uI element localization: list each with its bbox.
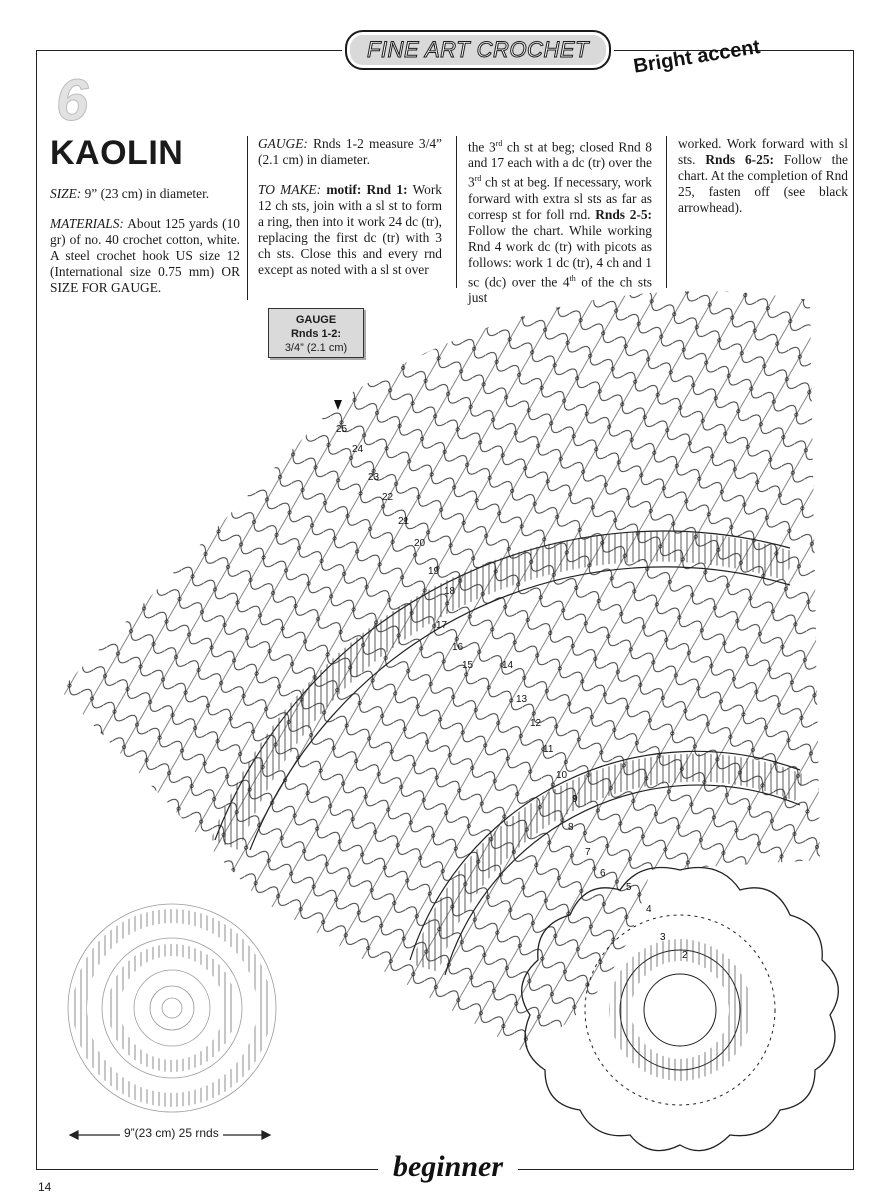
ordinal-suffix: rd: [495, 139, 503, 148]
accent-label: Bright accent: [632, 36, 762, 78]
ordinal-suffix: th: [569, 273, 576, 283]
round-label: 24: [352, 444, 364, 455]
column-divider: [456, 136, 457, 288]
round-label: 25: [336, 424, 348, 435]
scale-label: 9”(23 cm) 25 rnds: [120, 1126, 223, 1140]
round-label: 8: [568, 822, 574, 833]
size-text: 9” (23 cm) in diameter.: [81, 186, 210, 201]
round-label: 22: [382, 492, 394, 503]
instruction-text: ch st at beg; closed Rnd 8 and 17 each with a dc (tr) over the 3: [468, 139, 652, 190]
gauge-label: GAUGE:: [258, 136, 308, 151]
round-label: 9: [572, 794, 578, 805]
column-divider: [666, 136, 667, 288]
round-label: 14: [502, 660, 514, 671]
round-label: 21: [398, 516, 410, 527]
page-number: 14: [38, 1180, 52, 1194]
rounds-label: Rnds 6-25:: [705, 152, 774, 167]
round-label: 15: [462, 660, 474, 671]
materials-label: MATERIALS:: [50, 216, 124, 231]
banner-pill: [345, 30, 611, 70]
round-label: 13: [516, 694, 528, 705]
ordinal-suffix: rd: [474, 174, 482, 184]
column-divider: [247, 136, 248, 300]
size-paragraph: [50, 186, 240, 202]
to-make-paragraph: [258, 182, 442, 278]
round-label: 2: [682, 950, 688, 961]
round-label: 19: [428, 566, 440, 577]
pattern-number: [50, 68, 98, 130]
round-label: 11: [543, 744, 554, 755]
round-label: 4: [646, 904, 652, 915]
gauge-text: Rnds 1-2 measure 3/4” (2.1 cm) in diameter.: [258, 136, 442, 167]
gauge-box-rounds: Rnds 1-2:: [290, 328, 342, 340]
round-label: 7: [585, 847, 591, 858]
pattern-number-text: 6: [56, 68, 89, 130]
size-label: SIZE:: [50, 186, 82, 201]
gauge-box-title: GAUGE: [295, 314, 337, 326]
column-3: [468, 136, 652, 320]
round-label: 12: [530, 718, 542, 729]
to-make-label: TO MAKE:: [258, 182, 322, 197]
gauge-box-measure: 3/4” (2.1 cm): [284, 342, 348, 354]
round-label: 16: [452, 642, 464, 653]
banner-title: FINE ART CROCHET: [367, 37, 589, 62]
gauge-paragraph: [258, 136, 442, 168]
header-banner: [342, 26, 614, 74]
instruction-text: the 3: [468, 139, 496, 155]
materials-text: About 125 yards (10 gr) of no. 40 crochet cotton, white. A steel crochet hook US size 12 (International size 0.75 mm) OR SIZE FOR GAUGE.: [50, 216, 240, 295]
instruction-text: Follow the chart. While working Rnd 4 work dc (tr) with picots as follows: work 1 dc (tr), 4 ch and 1 sc (dc) over the 4: [468, 222, 652, 290]
instructions-paragraph: [468, 136, 652, 306]
gauge-box: [268, 308, 364, 358]
instructions-paragraph: [678, 136, 848, 216]
overview-doily: [68, 904, 276, 1112]
round-label: 23: [368, 472, 380, 483]
motif-label: motif: Rnd 1:: [321, 182, 408, 197]
round-label: 17: [436, 620, 448, 631]
round-label: 6: [600, 868, 606, 879]
column-2: [258, 136, 442, 292]
level-badge: beginner: [378, 1150, 518, 1190]
materials-paragraph: [50, 216, 240, 296]
round-label: 18: [444, 586, 456, 597]
round-label: 5: [626, 882, 632, 893]
round-label: 10: [556, 770, 568, 781]
round-label: 3: [660, 932, 666, 943]
instruction-text: Follow the chart. At the completion of Rnd 25, fasten off (see black arrowhead).: [678, 152, 848, 215]
column-1: [50, 186, 240, 310]
instruction-text: ch st at beg. If necessary, work forward with extra sl sts as far as corresp st for foll rnd.: [468, 174, 652, 222]
rounds-label: Rnds 2-5:: [595, 206, 652, 222]
instruction-text: worked. Work forward with sl sts.: [678, 136, 848, 167]
to-make-text: Work 12 ch sts, join with a sl st to form a ring, then into it work 24 dc (tr), replacing the first dc (tr) with 3 ch sts. Close this and every rnd except as noted with a sl st over: [258, 182, 442, 277]
instruction-text: of the ch sts just: [468, 274, 652, 306]
column-4: [678, 136, 848, 230]
page-title: KAOLIN: [50, 134, 184, 172]
round-label: 20: [414, 538, 426, 549]
